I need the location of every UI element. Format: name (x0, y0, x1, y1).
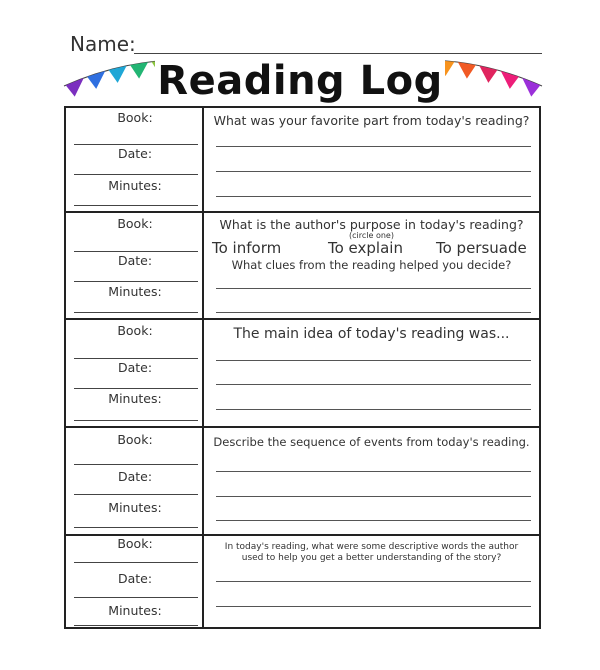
book-label: Book: (117, 536, 153, 551)
writing-line[interactable] (216, 360, 531, 361)
minutes-line[interactable] (74, 312, 198, 313)
entry-prompt (204, 213, 539, 318)
writing-line[interactable] (216, 409, 531, 410)
date-label: Date: (117, 469, 153, 484)
entry-info (66, 428, 204, 534)
circle-one-note: (circle one) (349, 231, 394, 240)
log-entry-3 (66, 320, 539, 428)
prompt-text: Describe the sequence of events from today's reading. (213, 435, 530, 449)
book-label: Book: (117, 110, 153, 125)
writing-line[interactable] (216, 471, 531, 472)
minutes-label: Minutes: (108, 500, 162, 515)
date-label: Date: (117, 146, 153, 161)
book-label: Book: (117, 323, 153, 338)
minutes-label: Minutes: (108, 391, 162, 406)
page-title: Reading Log (157, 58, 443, 104)
prompt-text: What is the author's purpose in today's reading? (219, 217, 524, 232)
page-title-wrap (0, 58, 600, 104)
minutes-line[interactable] (74, 625, 198, 626)
date-label: Date: (117, 571, 153, 586)
entry-prompt (204, 428, 539, 534)
log-entry-2 (66, 213, 539, 320)
book-line[interactable] (74, 562, 198, 563)
book-line[interactable] (74, 144, 198, 145)
writing-line[interactable] (216, 606, 531, 607)
writing-line[interactable] (216, 384, 531, 385)
name-label: Name: (70, 32, 136, 56)
book-line[interactable] (74, 358, 198, 359)
writing-line[interactable] (216, 288, 531, 289)
date-line[interactable] (74, 174, 198, 175)
writing-line[interactable] (216, 146, 531, 147)
prompt-text: In today's reading, what were some descriptive words the author used to help you get a better understanding of the story? (224, 542, 519, 563)
date-line[interactable] (74, 494, 198, 495)
book-label: Book: (117, 216, 153, 231)
date-label: Date: (117, 360, 153, 375)
name-line[interactable] (134, 53, 542, 54)
writing-line[interactable] (216, 171, 531, 172)
log-entry-1 (66, 108, 539, 213)
followup-text: What clues from the reading helped you decide? (231, 258, 512, 272)
minutes-label: Minutes: (108, 284, 162, 299)
entry-prompt (204, 320, 539, 426)
entry-prompt (204, 536, 539, 629)
date-line[interactable] (74, 388, 198, 389)
log-entry-5 (66, 536, 539, 629)
date-line[interactable] (74, 281, 198, 282)
entry-prompt (204, 108, 539, 211)
minutes-line[interactable] (74, 420, 198, 421)
date-line[interactable] (74, 597, 198, 598)
option-inform[interactable]: To inform (212, 239, 282, 257)
writing-line[interactable] (216, 581, 531, 582)
option-persuade[interactable]: To persuade (436, 239, 527, 257)
option-explain[interactable]: To explain (328, 239, 403, 257)
minutes-label: Minutes: (108, 178, 162, 193)
book-line[interactable] (74, 251, 198, 252)
book-line[interactable] (74, 464, 198, 465)
minutes-line[interactable] (74, 205, 198, 206)
prompt-text: The main idea of today's reading was... (233, 326, 510, 342)
reading-log-table (64, 106, 541, 629)
entry-info (66, 536, 204, 629)
book-label: Book: (117, 432, 153, 447)
prompt-text: What was your favorite part from today's reading? (213, 113, 530, 128)
writing-line[interactable] (216, 520, 531, 521)
writing-line[interactable] (216, 496, 531, 497)
entry-info (66, 320, 204, 426)
entry-info (66, 108, 204, 211)
entry-info (66, 213, 204, 318)
name-row (70, 30, 542, 58)
log-entry-4 (66, 428, 539, 536)
minutes-line[interactable] (74, 527, 198, 528)
date-label: Date: (117, 253, 153, 268)
writing-line[interactable] (216, 196, 531, 197)
writing-line[interactable] (216, 312, 531, 313)
minutes-label: Minutes: (108, 603, 162, 618)
